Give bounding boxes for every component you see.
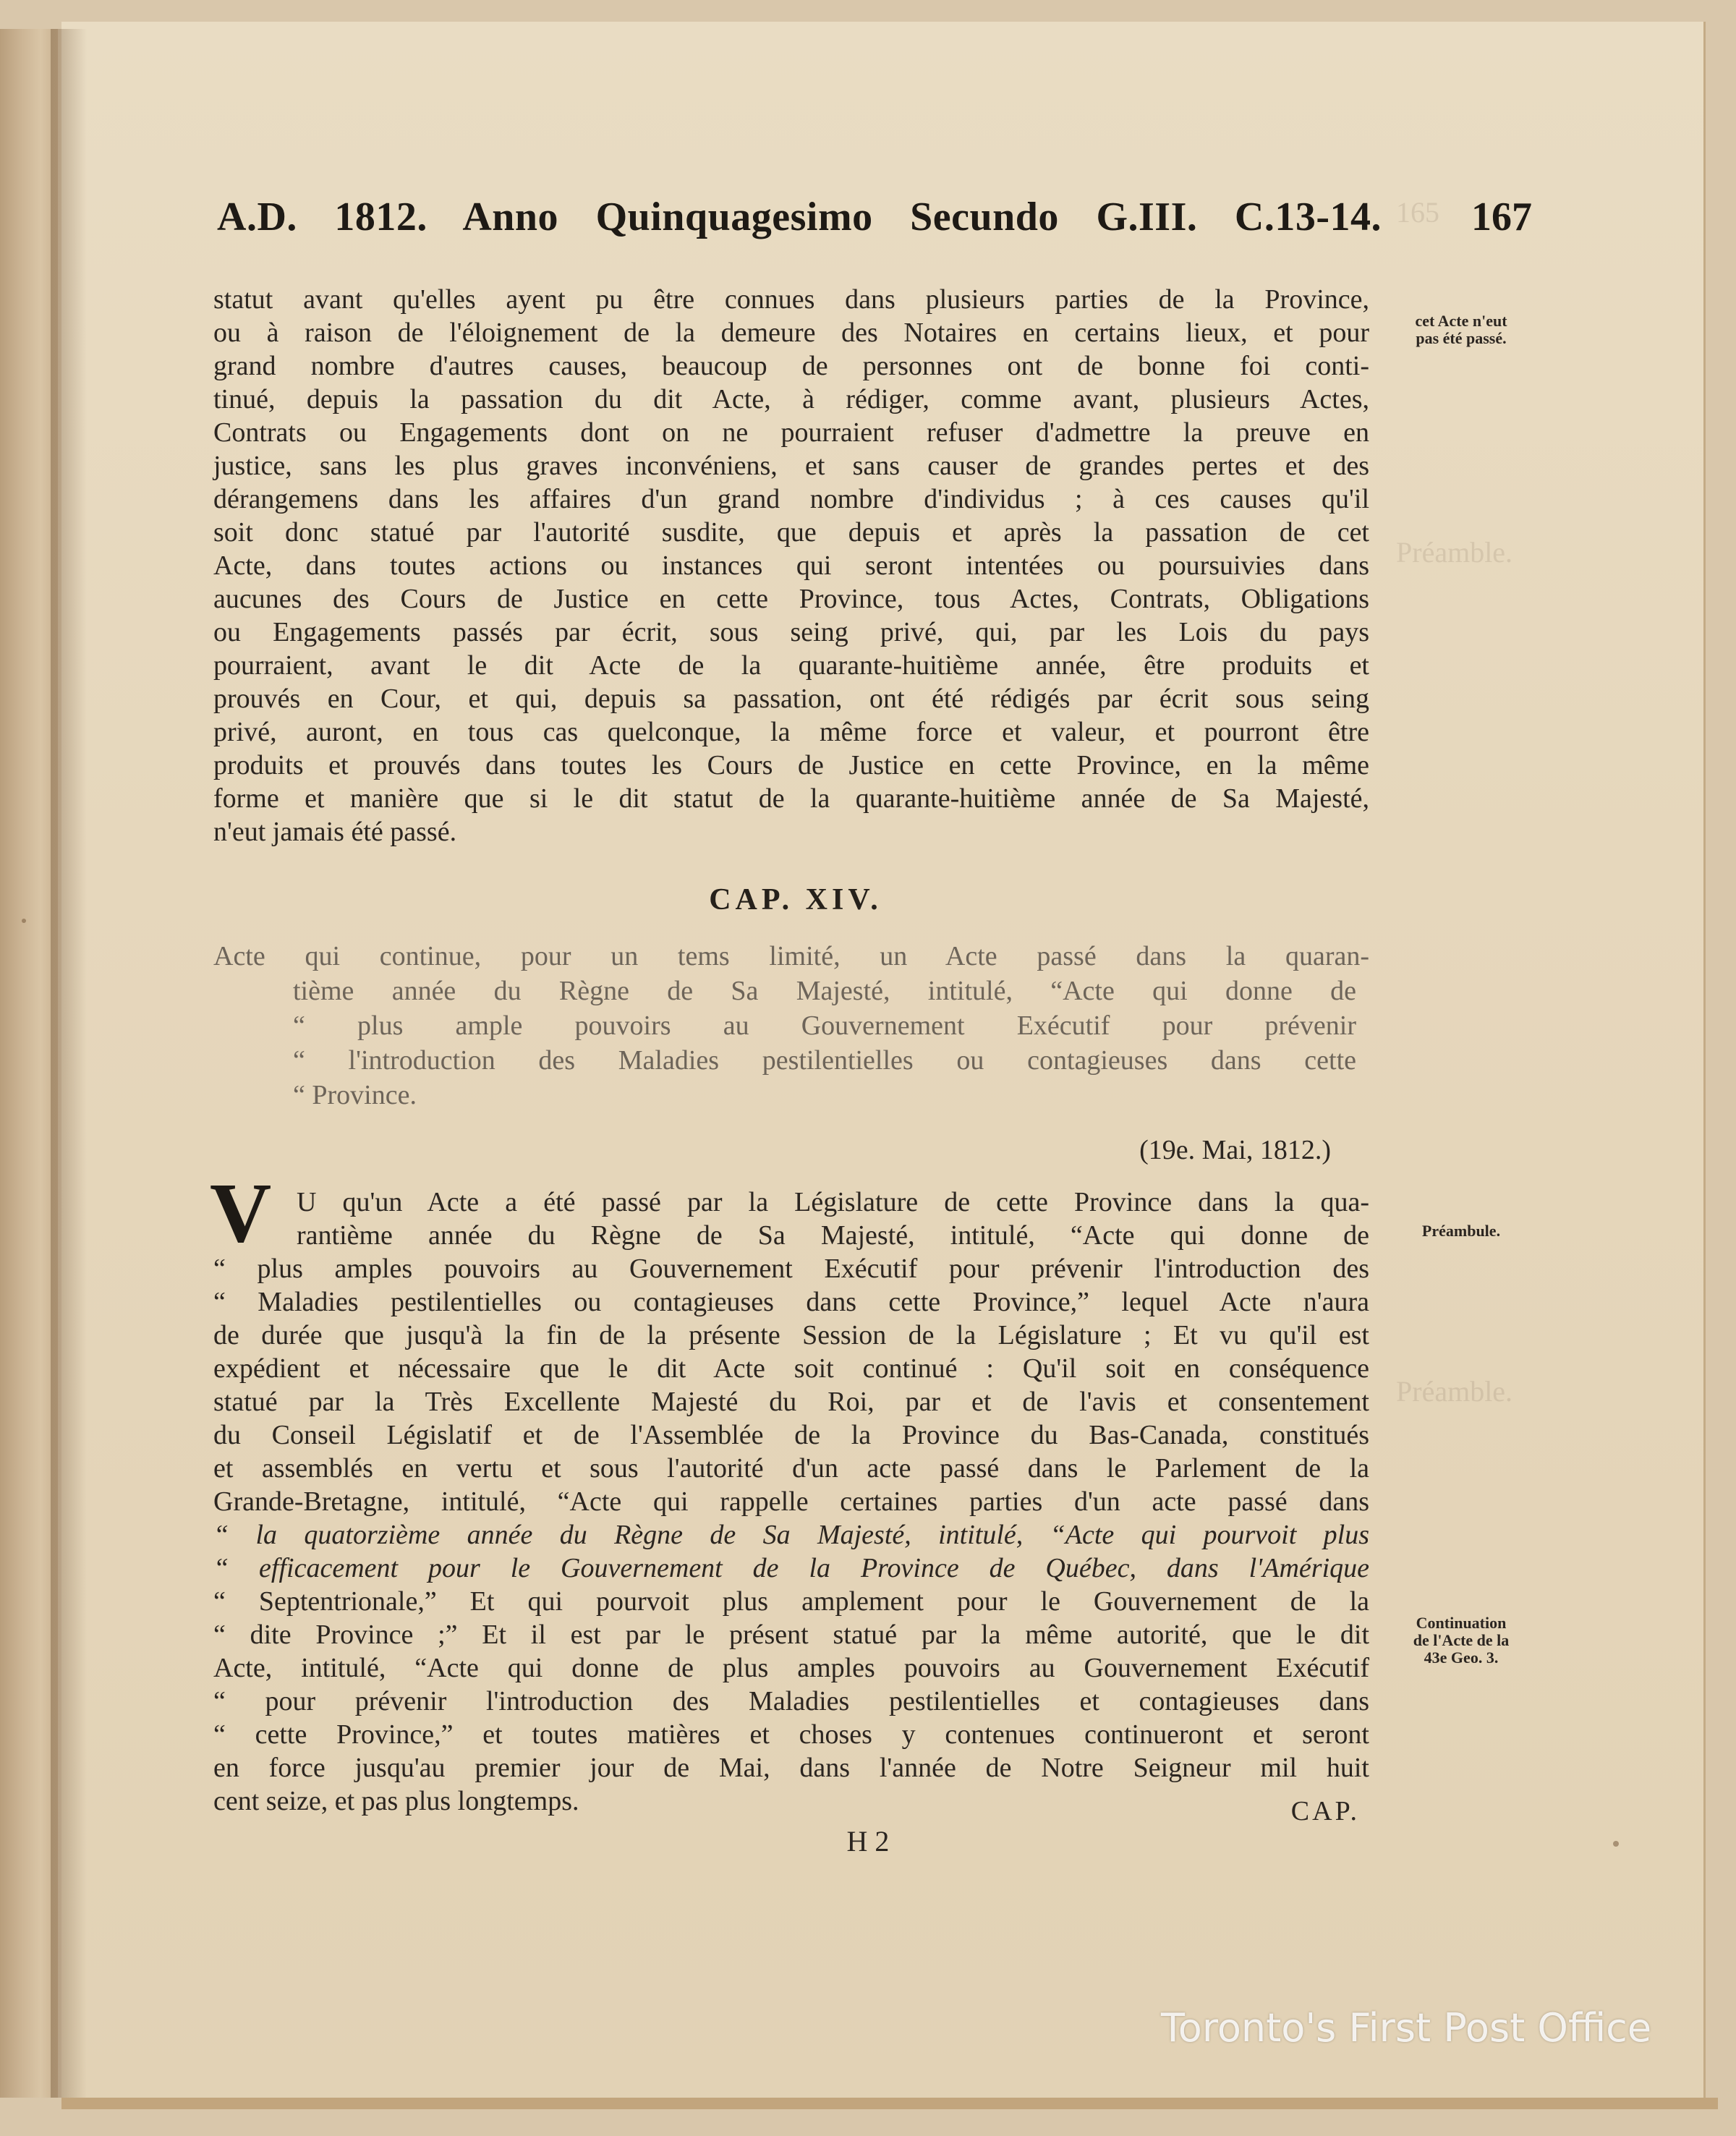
body-line: en force jusqu'au premier jour de Mai, dans l'année de Notre Seigneur mil huit: [213, 1753, 1369, 1783]
chapter-title-line: Acte qui continue, pour un tems limité, un Acte passé dans la quaran-: [213, 941, 1369, 971]
chapter-title-line: “ plus ample pouvoirs au Gouvernement Exécutif pour prévenir: [293, 1010, 1356, 1041]
chapter-title-line: “ l'introduction des Maladies pestilentielles ou contagieuses dans cette: [293, 1045, 1356, 1076]
body-line: dérangemens dans les affaires d'un grand nombre d'individus ; à ces causes qu'il: [213, 484, 1369, 514]
show-through-mark: 165: [1396, 196, 1439, 229]
body-line: soit donc statué par l'autorité susdite, que depuis et après la passation de cet: [213, 517, 1369, 548]
body-line: “ pour prévenir l'introduction des Maladies pestilentielles et contagieuses dans: [213, 1686, 1369, 1716]
signature-mark: H 2: [846, 1825, 890, 1858]
watermark-text: Toronto's First Post Office: [1161, 2005, 1652, 2051]
body-line: statué par la Très Excellente Majesté du Roi, par et de l'avis et consentement: [213, 1387, 1369, 1417]
body-line: “ dite Province ;” Et il est par le présent statué par la même autorité, que le dit: [213, 1620, 1369, 1650]
enactment-date: (19e. Mai, 1812.): [1139, 1135, 1331, 1165]
body-line: forme et manière que si le dit statut de la quarante-huitième année de Sa Majesté,: [213, 783, 1369, 814]
margin-note-line: pas été passé.: [1416, 329, 1507, 347]
gutter-shadow: [51, 29, 87, 2098]
body-line: n'eut jamais été passé.: [213, 817, 457, 847]
body-line: rantième année du Règne de Sa Majesté, intitulé, “Acte qui donne de: [297, 1220, 1369, 1251]
body-line: pourraient, avant le dit Acte de la quarante-huitième année, être produits et: [213, 650, 1369, 681]
body-line: ou Engagements passés par écrit, sous seing privé, qui, par les Lois du pays: [213, 617, 1369, 647]
body-line: ou à raison de l'éloignement de la demeure des Notaires en certains lieux, et pour: [213, 318, 1369, 348]
page-number: 167: [1471, 195, 1532, 239]
margin-note-preamble: [1374, 1222, 1548, 1240]
body-line: de durée que jusqu'à la fin de la présente Session de la Législature ; Et vu qu'il est: [213, 1320, 1369, 1350]
body-line: et assemblés en vertu et sous l'autorité d'un acte passé dans le Parlement de la: [213, 1453, 1369, 1484]
body-line: grand nombre d'autres causes, beaucoup de personnes ont de bonne foi conti-: [213, 351, 1369, 381]
body-line: privé, auront, en tous cas quelconque, la même force et valeur, et pourront être: [213, 717, 1369, 747]
body-line: “ efficacement pour le Gouvernement de la Province de Québec, dans l'Amérique: [213, 1553, 1369, 1583]
margin-note-act-passed: [1374, 312, 1548, 347]
paper-speck: [1613, 1841, 1619, 1847]
body-line: aucunes des Cours de Justice en cette Province, tous Actes, Contrats, Obligations: [213, 584, 1369, 614]
body-line: justice, sans les plus graves inconvéniens, et sans causer de grandes pertes et des: [213, 451, 1369, 481]
catchword: CAP.: [1290, 1796, 1360, 1826]
margin-note-continuation: [1374, 1614, 1548, 1667]
chapter-heading: CAP. XIV.: [709, 883, 882, 916]
page-bottom-edge: [61, 2098, 1718, 2109]
body-line: U qu'un Acte a été passé par la Législature de cette Province dans la qua-: [297, 1187, 1369, 1217]
body-line: statut avant qu'elles ayent pu être connues dans plusieurs parties de la Province,: [213, 284, 1369, 315]
margin-note-line: Préambule.: [1421, 1222, 1501, 1240]
margin-note-line: 43e Geo. 3.: [1424, 1648, 1499, 1667]
body-line: prouvés en Cour, et qui, depuis sa passation, ont été rédigés par écrit sous seing: [213, 684, 1369, 714]
body-line: “ Septentrionale,” Et qui pourvoit plus amplement pour le Gouvernement de la: [213, 1586, 1369, 1617]
show-through-mark: Préamble.: [1396, 1375, 1513, 1408]
paper-speck: [22, 919, 26, 923]
drop-cap: V: [210, 1165, 272, 1260]
body-line: produits et prouvés dans toutes les Cours de Justice en cette Province, en la même: [213, 750, 1369, 780]
body-line: Acte, intitulé, “Acte qui donne de plus amples pouvoirs au Gouvernement Exécutif: [213, 1653, 1369, 1683]
body-line: Acte, dans toutes actions ou instances qui seront intentées ou poursuivies dans: [213, 550, 1369, 581]
body-line: Grande-Bretagne, intitulé, “Acte qui rappelle certaines parties d'un acte passé dans: [213, 1486, 1369, 1517]
chapter-title-line: “ Province.: [293, 1080, 417, 1110]
body-line: cent seize, et pas plus longtemps.: [213, 1786, 579, 1816]
margin-note-line: cet Acte n'eut: [1415, 312, 1507, 330]
margin-note-line: Continuation: [1416, 1614, 1507, 1632]
body-line: du Conseil Législatif et de l'Assemblée de la Province du Bas-Canada, constitués: [213, 1420, 1369, 1450]
show-through-mark: Préamble.: [1396, 536, 1513, 569]
body-line: “ Maladies pestilentielles ou contagieuses dans cette Province,” lequel Acte n'aura: [213, 1287, 1369, 1317]
body-line: expédient et nécessaire que le dit Acte soit continué : Qu'il soit en conséquence: [213, 1353, 1369, 1384]
running-head: A.D. 1812. Anno Quinquagesimo Secundo G.III. C.13-14.: [217, 195, 1382, 239]
chapter-title-line: tième année du Règne de Sa Majesté, intitulé, “Acte qui donne de: [293, 976, 1356, 1006]
body-line: Contrats ou Engagements dont on ne pourraient refuser d'admettre la preuve en: [213, 417, 1369, 448]
body-line: tinué, depuis la passation du dit Acte, à rédiger, comme avant, plusieurs Actes,: [213, 384, 1369, 414]
body-line: “ la quatorzième année du Règne de Sa Majesté, intitulé, “Acte qui pourvoit plus: [213, 1520, 1369, 1550]
margin-note-line: de l'Acte de la: [1413, 1631, 1510, 1649]
body-line: “ cette Province,” et toutes matières et choses y contenues continueront et seront: [213, 1719, 1369, 1750]
body-line: “ plus amples pouvoirs au Gouvernement Exécutif pour prévenir l'introduction des: [213, 1254, 1369, 1284]
left-page-edge: [0, 29, 58, 2098]
